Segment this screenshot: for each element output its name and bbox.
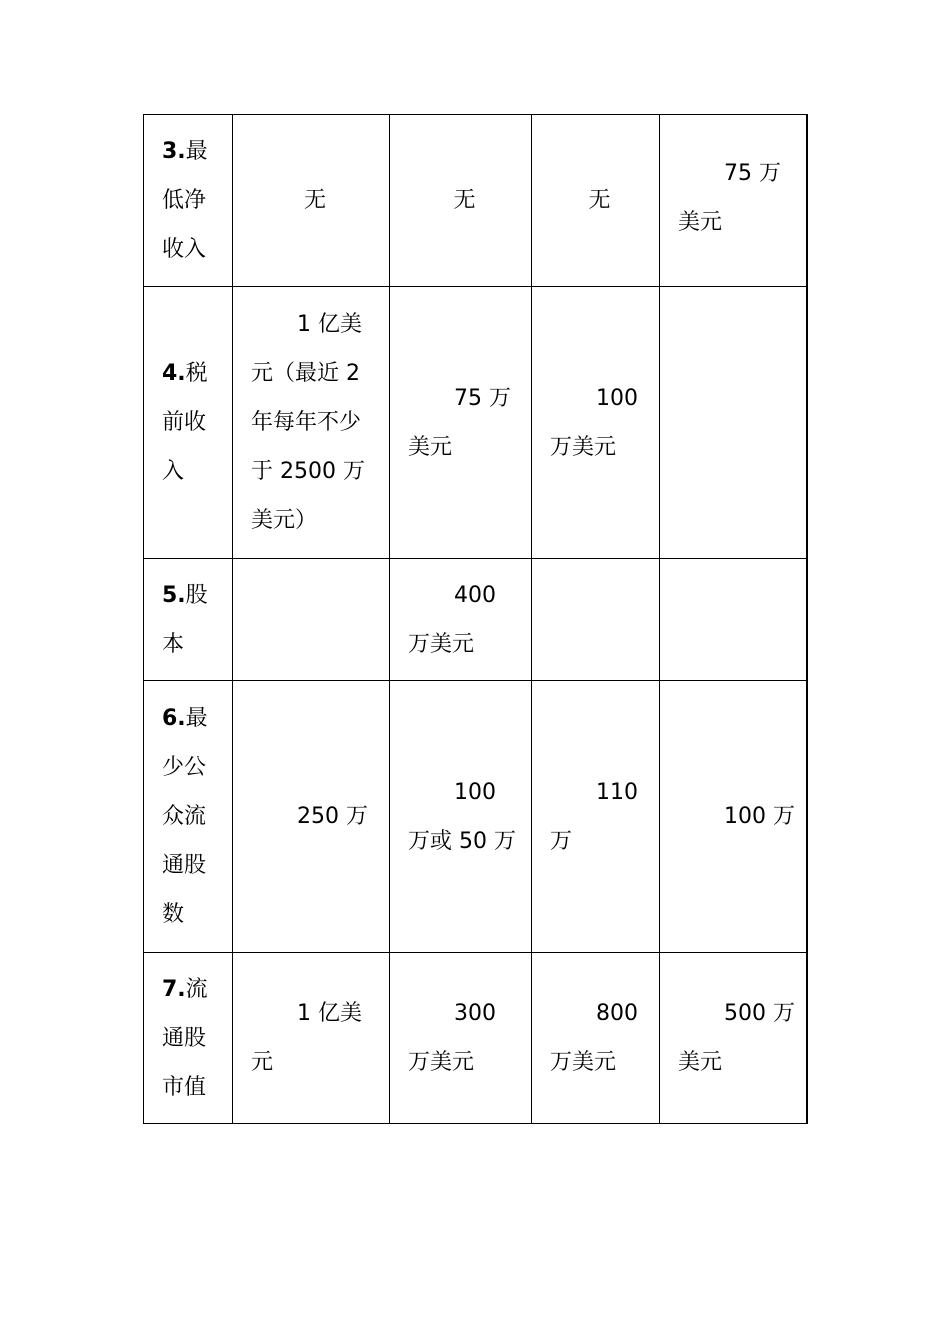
row-header-cell: [144, 559, 233, 681]
table-cell: 1 亿美元: [233, 953, 390, 1124]
table-cell: 300 万美元: [390, 953, 532, 1124]
listing-requirements-table: [143, 114, 808, 1124]
row-number: 5.: [162, 582, 186, 608]
row-header-cell: [144, 115, 233, 287]
row-header-cell: [144, 953, 233, 1124]
table-cell: 500 万美元: [660, 953, 808, 1124]
row-number: 3.: [162, 139, 186, 164]
table-cell: 1 亿美元（最近 2 年每年不少于 2500 万美元）: [233, 287, 390, 559]
table-cell: 100 万或 50 万: [390, 681, 532, 953]
row-number: 6.: [162, 706, 186, 731]
table-cell: [532, 559, 660, 681]
table-row: [144, 681, 808, 953]
table-right-border: [806, 114, 808, 1123]
table-row: [144, 287, 808, 559]
table-row: [144, 953, 808, 1124]
table-cell: 无: [390, 115, 532, 287]
table-cell: 100 万美元: [532, 287, 660, 559]
table-cell: 250 万: [233, 681, 390, 953]
table-cell: 无: [532, 115, 660, 287]
table-cell: 无: [233, 115, 390, 287]
table-cell: [660, 287, 808, 559]
row-label: 税前收入: [162, 361, 208, 484]
row-header-cell: [144, 287, 233, 559]
table-cell: 100 万: [660, 681, 808, 953]
table-cell: 75 万美元: [390, 287, 532, 559]
table-cell: [660, 559, 808, 681]
table-cell: 75 万美元: [660, 115, 808, 287]
table-cell: 110 万: [532, 681, 660, 953]
row-label: 股本: [162, 582, 208, 657]
table-cell: 400 万美元: [390, 559, 532, 681]
row-number: 7.: [162, 976, 186, 1002]
row-label: 流通股市值: [162, 976, 208, 1100]
row-label: 最少公众流通股数: [162, 706, 208, 927]
row-number: 4.: [162, 361, 186, 386]
table-row: [144, 559, 808, 681]
table-cell: 800 万美元: [532, 953, 660, 1124]
row-label: 最低净收入: [162, 139, 208, 262]
row-header-cell: [144, 681, 233, 953]
table-cell: [233, 559, 390, 681]
table-row: [144, 115, 808, 287]
